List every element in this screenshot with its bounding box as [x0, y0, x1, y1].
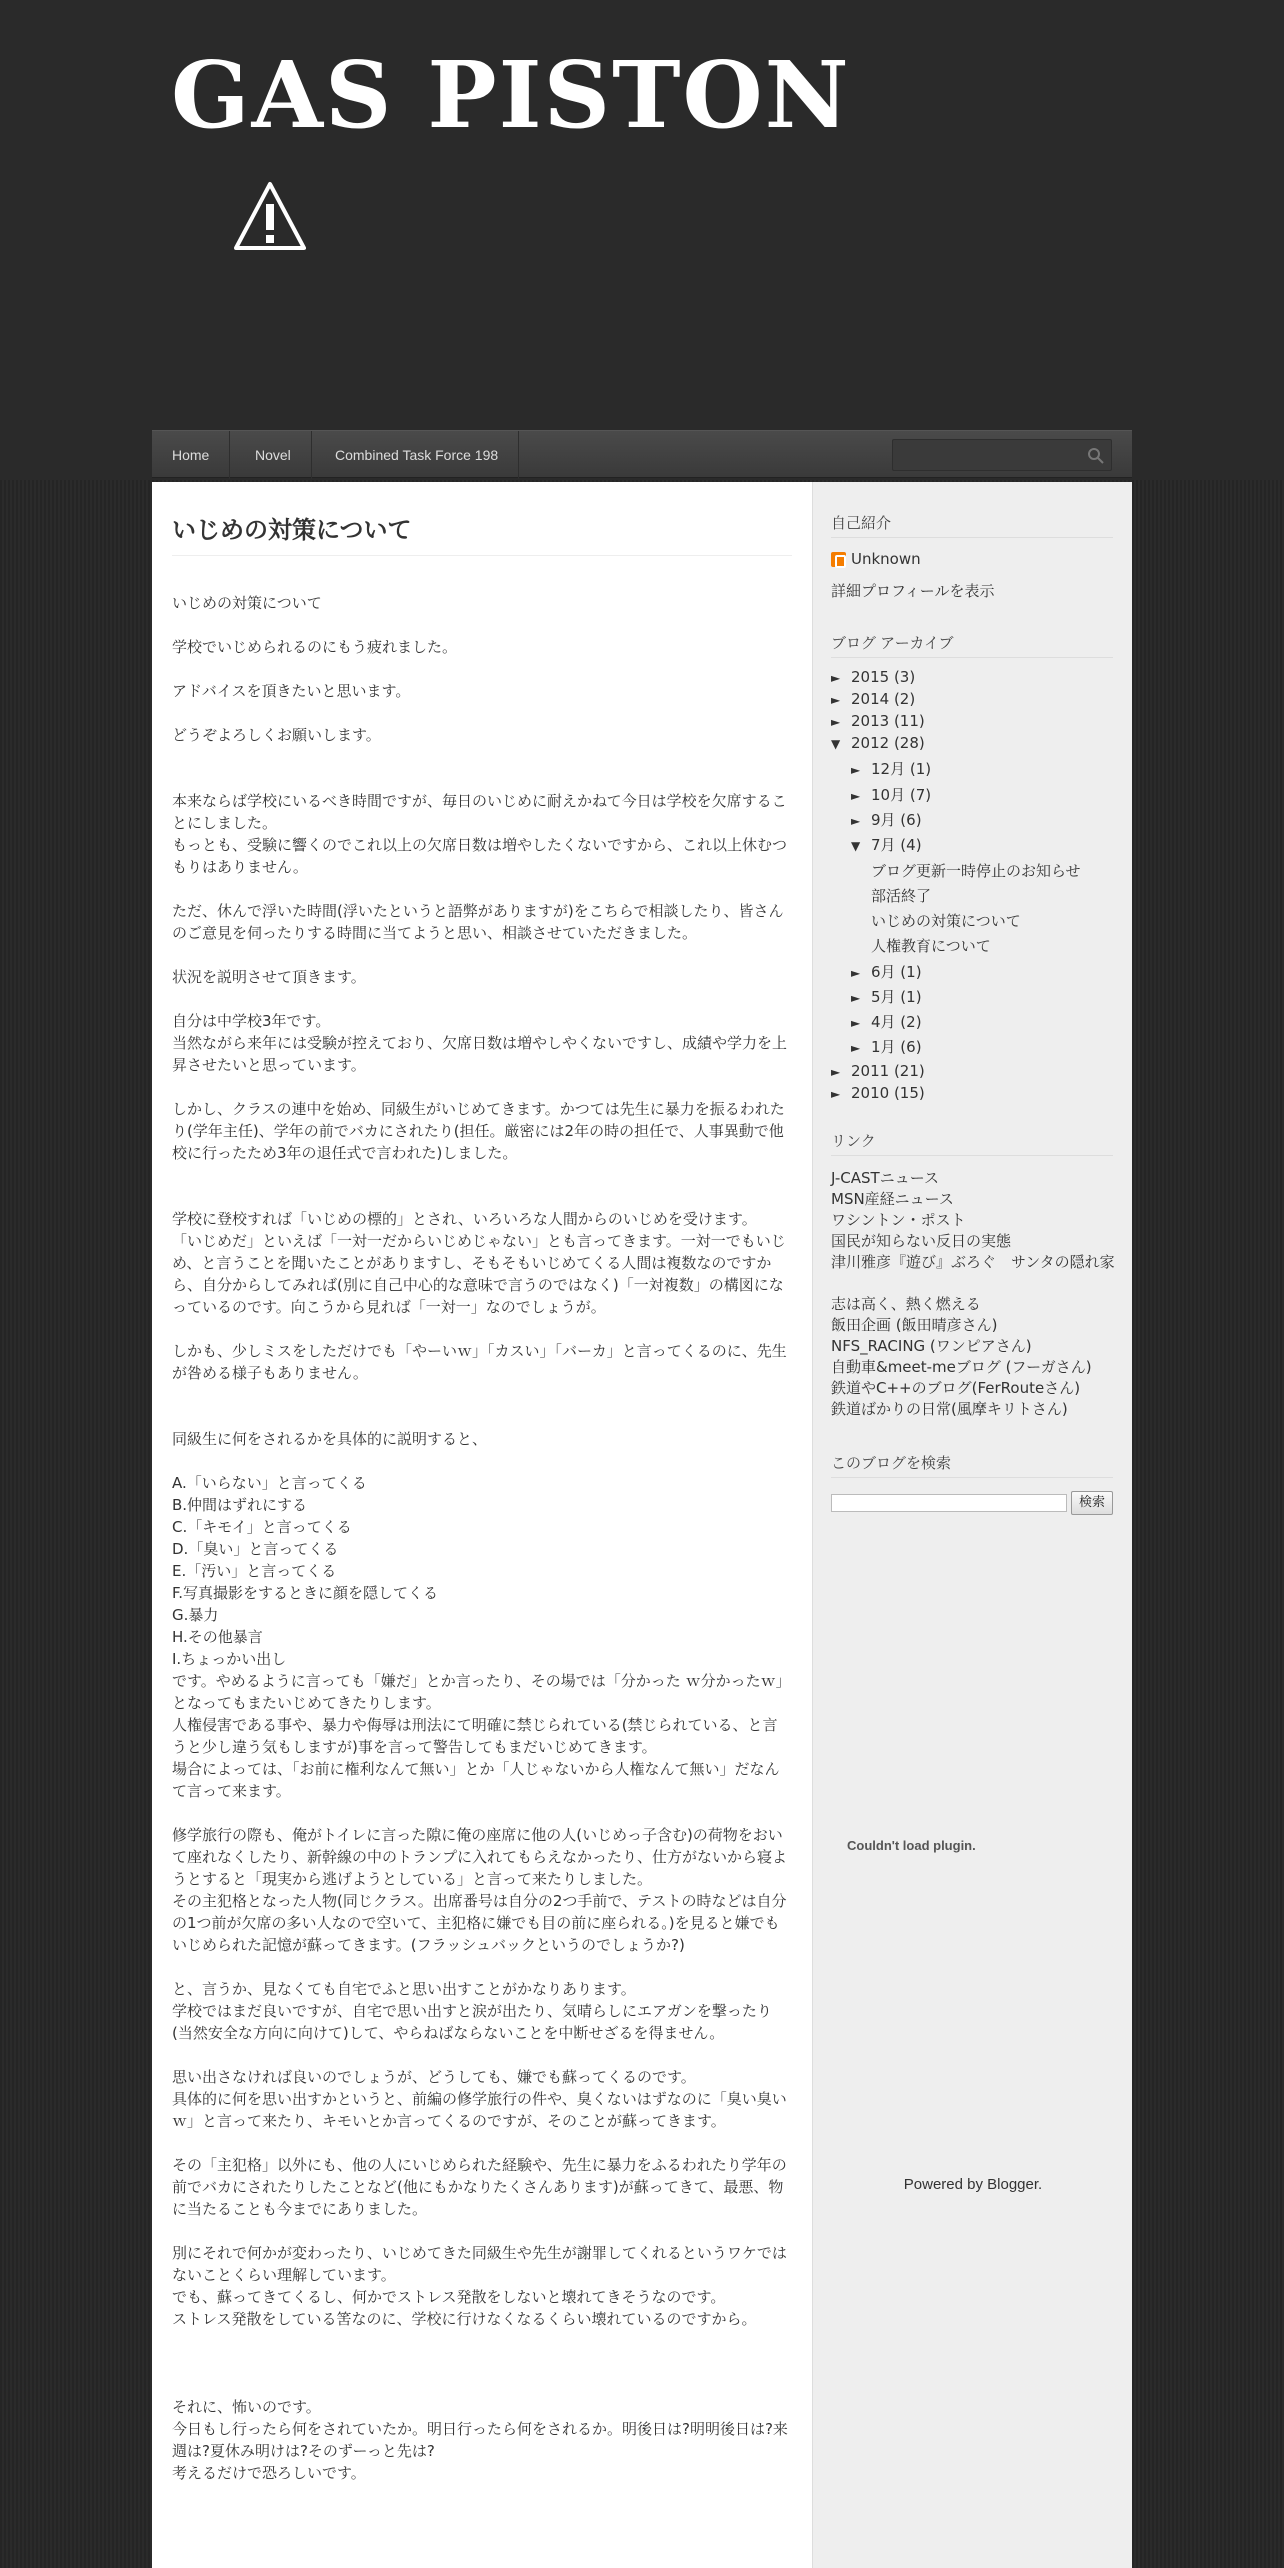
triangle-down-icon[interactable]: ▼	[831, 737, 841, 751]
archive-entry-label[interactable]: 5月 (1)	[871, 988, 922, 1006]
archive-entry-label[interactable]: 2011 (21)	[851, 1062, 925, 1080]
archive-entry[interactable]	[831, 668, 915, 686]
archive-entry[interactable]	[851, 1011, 922, 1032]
archive-entry[interactable]	[831, 690, 915, 708]
nav-home[interactable]: Home	[152, 431, 230, 479]
archive-entry-label[interactable]: 10月 (7)	[871, 786, 932, 804]
archive-entry-label[interactable]: いじめの対策について	[871, 912, 1021, 930]
triangle-right-icon[interactable]: ►	[851, 763, 861, 777]
nav-search-input[interactable]	[892, 439, 1112, 471]
triangle-down-icon[interactable]: ▼	[851, 839, 861, 853]
blogger-icon	[831, 552, 846, 567]
archive-entry-label[interactable]: 部活終了	[871, 887, 932, 905]
archive-entry-label[interactable]: 6月 (1)	[871, 963, 922, 981]
powered-by-blogger[interactable]: Powered by Blogger.	[903, 2176, 1043, 2193]
archive-entry[interactable]	[871, 860, 1081, 881]
triangle-right-icon[interactable]: ►	[831, 671, 841, 685]
sidebar-link[interactable]: 鉄道ばかりの日常(風摩キリトさん)	[831, 1400, 1068, 1418]
main-column	[152, 482, 812, 2568]
sidebar	[812, 482, 1132, 2568]
search-widget-title: このブログを検索	[831, 1452, 1113, 1478]
archive-entry-label[interactable]: 人権教育について	[871, 937, 991, 955]
links-widget-title: リンク	[831, 1130, 1113, 1156]
archive-entry[interactable]	[831, 712, 925, 730]
blog-header	[171, 40, 871, 420]
triangle-right-icon[interactable]: ►	[851, 966, 861, 980]
archive-entry[interactable]	[851, 834, 922, 855]
archive-entry[interactable]	[871, 935, 991, 956]
view-profile-link[interactable]: 詳細プロフィールを表示	[831, 582, 995, 600]
nav-combined-task-force[interactable]: Combined Task Force 198	[315, 431, 519, 479]
top-nav	[152, 430, 1132, 478]
triangle-right-icon[interactable]: ►	[831, 1065, 841, 1079]
archive-entry[interactable]	[871, 885, 931, 906]
profile-widget-title: 自己紹介	[831, 512, 1113, 538]
post-title[interactable]: いじめの対策について	[172, 510, 792, 556]
sidebar-link[interactable]: 志は高く、熱く燃える	[831, 1295, 981, 1313]
sidebar-link[interactable]: 国民が知らない反日の実態	[831, 1232, 1012, 1250]
archive-entry[interactable]	[831, 734, 925, 752]
search-icon[interactable]	[1087, 447, 1105, 465]
sidebar-link[interactable]: NFS_RACING (ワンピアさん)	[831, 1337, 1032, 1355]
triangle-right-icon[interactable]: ►	[831, 715, 841, 729]
sidebar-link[interactable]: MSN産経ニュース	[831, 1190, 954, 1208]
blog-title[interactable]: GAS PISTON	[171, 41, 851, 149]
triangle-right-icon[interactable]: ►	[851, 1016, 861, 1030]
nav-novel[interactable]: Novel	[235, 431, 312, 479]
archive-entry[interactable]	[871, 910, 1021, 931]
plugin-error-message: Couldn't load plugin.	[847, 1838, 976, 1853]
archive-entry[interactable]	[831, 1084, 925, 1102]
triangle-right-icon[interactable]: ►	[851, 1041, 861, 1055]
blog-search-button[interactable]: 検索	[1071, 1491, 1113, 1515]
archive-entry-label[interactable]: 9月 (6)	[871, 811, 922, 829]
triangle-right-icon[interactable]: ►	[831, 1087, 841, 1101]
archive-entry[interactable]	[851, 961, 922, 982]
sidebar-link[interactable]: 飯田企画 (飯田晴彦さん)	[831, 1316, 998, 1334]
archive-entry-label[interactable]: 2014 (2)	[851, 690, 916, 708]
warning-triangle-icon	[234, 180, 306, 252]
profile-name-link[interactable]: Unknown	[851, 550, 921, 568]
archive-entry-label[interactable]: 2012 (28)	[851, 734, 925, 752]
archive-entry-label[interactable]: 1月 (6)	[871, 1038, 922, 1056]
archive-entry[interactable]	[851, 1036, 922, 1057]
archive-entry-label[interactable]: 2010 (15)	[851, 1084, 925, 1102]
archive-entry[interactable]	[851, 758, 931, 779]
archive-widget-title: ブログ アーカイブ	[831, 632, 1113, 658]
archive-entry[interactable]	[831, 1062, 925, 1080]
triangle-right-icon[interactable]: ►	[851, 814, 861, 828]
triangle-right-icon[interactable]: ►	[831, 693, 841, 707]
archive-entry-label[interactable]: 2013 (11)	[851, 712, 925, 730]
archive-entry-label[interactable]: 12月 (1)	[871, 760, 932, 778]
sidebar-link[interactable]: 鉄道やC++のブログ(FerRouteさん)	[831, 1379, 1081, 1397]
archive-entry-label[interactable]: ブログ更新一時停止のお知らせ	[871, 862, 1081, 880]
archive-entry[interactable]	[851, 986, 922, 1007]
archive-entry-label[interactable]: 7月 (4)	[871, 836, 922, 854]
sidebar-link[interactable]: 津川雅彦『遊び』ぶろぐ サンタの隠れ家	[831, 1253, 1115, 1271]
archive-entry[interactable]	[851, 809, 922, 830]
sidebar-link[interactable]: ワシントン・ポスト	[831, 1211, 966, 1229]
blog-search-input[interactable]	[831, 1494, 1067, 1512]
sidebar-link[interactable]: J-CASTニュース	[831, 1169, 939, 1187]
archive-entry-label[interactable]: 2015 (3)	[851, 668, 916, 686]
archive-entry[interactable]	[851, 784, 931, 805]
triangle-right-icon[interactable]: ►	[851, 991, 861, 1005]
post-body: いじめの対策について 学校でいじめられるのにもう疲れました。 アドバイスを頂きたいと思います。 どうぞよろしくお願いします。 本来ならば学校にいるべき時間ですが、毎日のいじめに耐えかねて今日は学校を欠席することにしました。 もっとも、受験に響くのでこれ以上の欠席日数は増やしたくないですから、これ以上休むつもりはありません。 ただ、休んで浮いた時間(浮いたというと語弊がありますが)をこちらで相談したり、皆さんのご意見を伺ったりする時間に当てようと思い、相談させていただきました。 状況を説明させて頂きます。 自分は中学校3年です。 当然ながら来年には受験が控えており、欠席日数は増やしやくないですし、成績や学力を上昇させたいと思っています。 しかし、クラスの連中を始め、同級生がいじめてきます。かつては先生に暴力を振るわれたり(学年主任)、学年の前でバカにされたり(担任。厳密には2年の時の担任で、人事異動で他校に行ったため3年の退任式で言われた)しました。 学校に登校すれば「いじめの標的」とされ、いろいろな人間からのいじめを受けます。 「いじめだ」といえば「一対一だからいじめじゃない」とも言ってきます。一対一でもいじめ、と言うことを聞いたことがありますし、そもそもいじめてくる人間は複数なのですから、自分からしてみれば(別に自己中心的な意味で言うのではなく)「一対複数」の構図になっているのです。向こうから見れば「一対一」なのでしょうが。 しかも、少しミスをしただけでも「やーいｗ」「カスい」「バーカ」と言ってくるのに、先生が咎める様子もありません。 同級生に何をされるかを具体的に説明すると、 A.「いらない」と言ってくる B.仲間はずれにする C.「キモイ」と言ってくる D.「臭い」と言ってくる E.「汚い」と言ってくる F.写真撮影をするときに顔を隠してくる G.暴力 H.その他暴言 I.ちょっかい出し です。やめるように言っても「嫌だ」とか言ったり、その場では「分かった ｗ分かったｗ」となってもまたいじめてきたりします。 人権侵害である事や、暴力や侮辱は刑法にて明確に禁じられている(禁じられている、と言うと少し違う気もしますが)事を言って警告してもまだいじめてきます。 場合によっては、「お前に権利なんて無い」とか「人じゃないから人権なんて無い」だなんて言って来ます。 修学旅行の際も、俺がトイレに言った隙に俺の座席に他の人(いじめっ子含む)の荷物をおいて座れなくしたり、新幹線の中のトランプに入れてもらえなかったり、仕方がないから寝ようとすると「現実から逃げようとしている」と言って来たりしました。 その主犯格となった人物(同じクラス。出席番号は自分の2つ手前で、テストの時などは自分の1つ前が欠席の多い人なので空いて、主犯格に嫌でも目の前に座られる。)を見ると嫌でもいじめられた記憶が蘇ってきます。(フラッシュバックというのでしょうか?) と、言うか、見なくても自宅でふと思い出すことがかなりあります。 学校ではまだ良いですが、自宅で思い出すと涙が出たり、気晴らしにエアガンを撃ったり(当然安全な方向に向けて)して、やらねばならないことを中断せざるを得ません。 思い出さなければ良いのでしょうが、どうしても、嫌でも蘇ってくるのです。 具体的に何を思い出すかというと、前編の修学旅行の件や、臭くないはずなのに「臭い臭いｗ」と言って来たり、キモいとか言ってくるのですが、そのことが蘇ってきます。 その「主犯格」以外にも、他の人にいじめられた経験や、先生に暴力をふるわれたり学年の前でバカにされたりしたことなど(他にもかなりたくさんあります)が蘇ってきて、最悪、物に当たることも今までにありました。 別にそれで何かが変わったり、いじめてきた同級生や先生が謝罪してくれるというワケではないことくらい理解しています。 でも、蘇ってきてくるし、何かでストレス発散をしないと壊れてきそうなのです。 ストレス発散をしている筈なのに、学校に行けなくなるくらい壊れているのですから。 それに、怖いのです。 今日もし行ったら何をされていたか。明日行ったら何をされるか。明後日は?明明後日は?来週は?夏休み明けは?そのずーっと先は? 考えるだけで恐ろしいです。	[172, 594, 791, 2482]
archive-entry-label[interactable]: 4月 (2)	[871, 1013, 922, 1031]
triangle-right-icon[interactable]: ►	[851, 789, 861, 803]
sidebar-link[interactable]: 自動車&meet-meブログ (フーガさん)	[831, 1358, 1092, 1376]
